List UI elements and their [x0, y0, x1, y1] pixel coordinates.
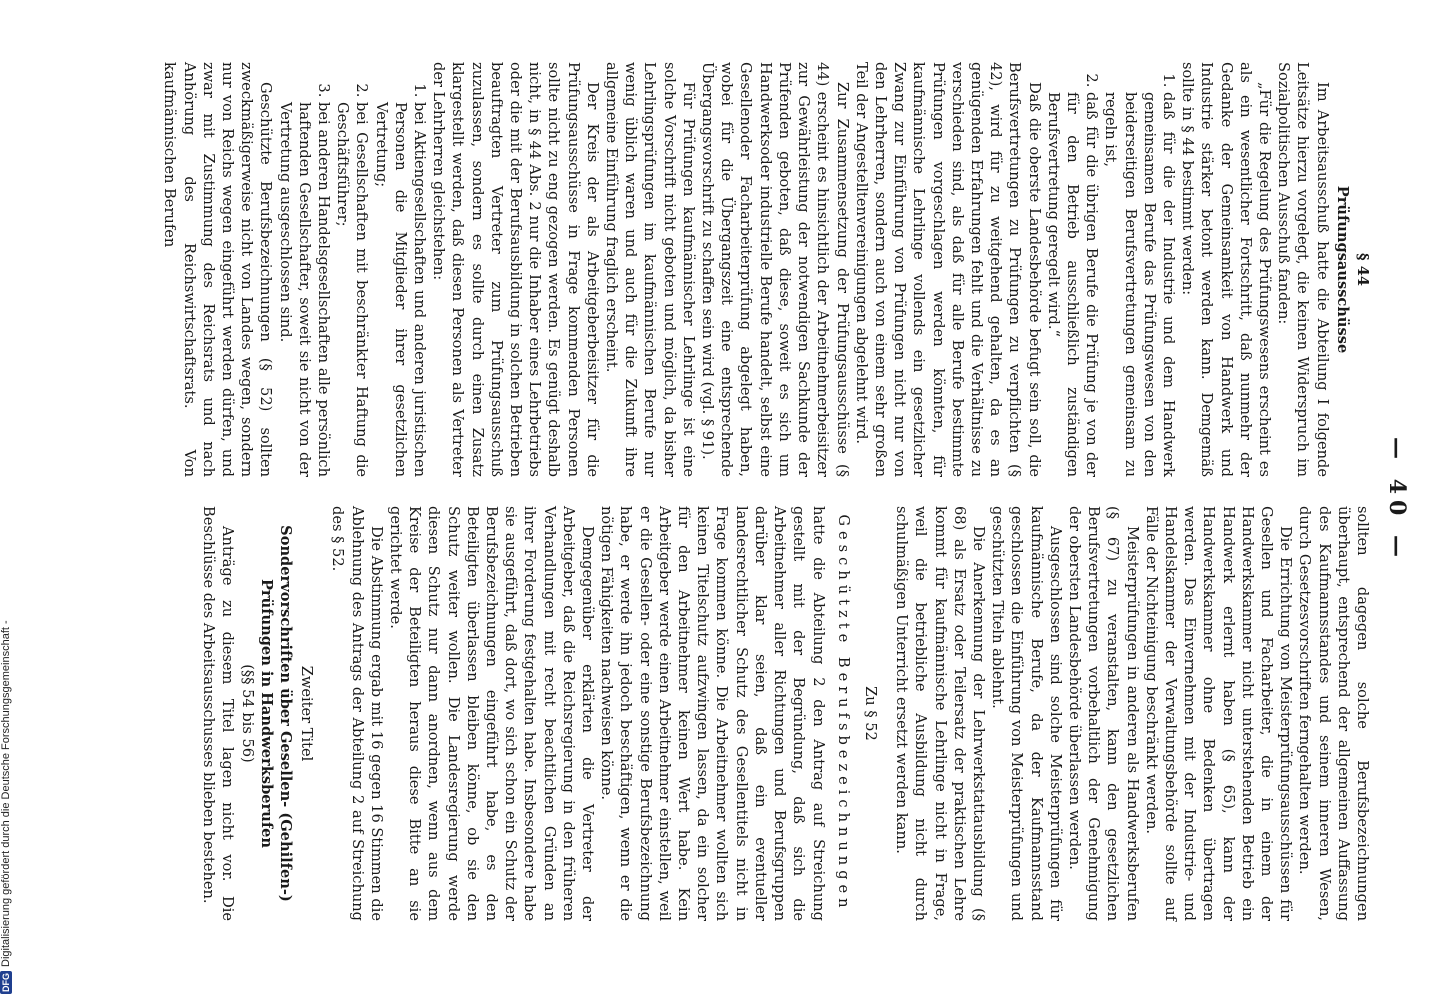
- paragraph: sollten dagegen solche Berufsbezeichnungen überhaupt, entsprechend der allgemeinen Auffassung des Kaufmannsstandes und seinem inneren Wesen, durch Gesetzesvorschriften ferngehalten werden.: [1296, 506, 1371, 921]
- list-item: 2. bei Gesellschaften mit beschränkter Haftung die Geschäftsführer;: [333, 102, 371, 477]
- credit-text: Digitalisierung gefördert durch die Deutsche Forschungsgemeinschaft -: [0, 620, 12, 967]
- quote-paragraph: „Für die Regelung des Prüfungswesens erscheint es als ein wesentlicher Fortschritt, daß nunmehr der Gedanke der Gemeinsamkeit von Handwerk und Industrie stärker betont werden kann. Demgemäß sollte in § 44 bestimmt werden:: [1179, 62, 1273, 477]
- paragraph: Die Errichtung von Meisterprüfungsausschüssen für Gesellen und Facharbeiter, die in einem der Handwerkskammer nicht unterstehenden Betrieb ein Handwerk erlernt haben (§ 65), kann der Handwerkskammer ohne Bedenken übertragen werden. Das Einvernehmen mit der Industrie- und Handelskammer der Verwaltungsbehörde sollte auf Fälle der Nichteinigung beschränkt werden.: [1142, 506, 1295, 921]
- subsection-heading: Zu § 52: [861, 686, 879, 741]
- list-item: 1. daß für die der Industrie und dem Handwerk gemeinsamen Berufe das Prüfungswesen von den beiderseitigen Berufsvertretungen gemeinsam zu regeln ist,: [1101, 92, 1178, 477]
- paragraph: Geschützte Berufsbezeichnungen (§ 52) sollten zweckmäßigerweise nicht von Landes wegen, sondern nur von Reichs wegen eingeführt werden dürfen, und zwar mit Zustimmung des Reichsrats und nach Anhörung des Reichswirtschaftsrats. Von kaufmännischen Berufen: [161, 62, 275, 477]
- section-heading: Prüfungsausschüsse: [1333, 185, 1351, 354]
- digitization-credit: [0, 620, 12, 1000]
- paragraph: Ausgeschlossen sind solche Meisterprüfungen für kaufmännische Berufe, da der Kaufmannsstand geschlossen die Einführung von Meisterprüfungen und geschützten Titeln ablehnt.: [989, 506, 1064, 921]
- paragraph: Für Prüfungen kaufmännischer Lehrlinge ist eine solche Vorschrift nicht geboten und möglich, da bisher Lehrlingsprüfungen im kaufmännischen Berufe nur wenig üblich waren und auch für die Zukunft ihre allgemeine Einführung fraglich erscheint.: [603, 62, 697, 477]
- title-number: Zweiter Titel: [298, 665, 316, 762]
- paragraph: Anträge zu diesem Titel lagen nicht vor. Die Beschlüsse des Arbeitsausschusses blieben bestehen.: [200, 506, 237, 921]
- paragraph: Im Arbeitsausschuß hatte die Abteilung I folgende Leitsätze hierzu vorgelegt, die keinen Widerspruch im Sozialpolitischen Ausschuß fanden:: [1275, 62, 1331, 477]
- numbered-list: [1044, 62, 1178, 477]
- list-item: 1. bei Aktiengesellschaften und anderen juristischen Personen die Mitglieder ihrer gesetzlichen Vertretung;: [371, 102, 429, 477]
- list-item: 3. bei anderen Handelsgesellschaften alle persönlich haftenden Gesellschafter, soweit sie nicht von der Vertretung ausgeschlossen sind.: [275, 102, 333, 477]
- paragraph: Zur Zusammensetzung der Prüfungsausschüsse (§ 44) erscheint es hinsichtlich der Arbeitnehmerbeisitzer zur Gewährleistung der notwendigen Sachkunde der Prüfenden geboten, daß diese, soweit es sich um Handwerksoder industrielle Berufe handelt, selbst eine Gesellenoder Facharbeiterprüfung abgelegt haben, wobei für die Übergangszeit eine entsprechende Übergangsvorschrift zu schaffen sein wird (vgl. § 91).: [699, 62, 851, 477]
- dfg-logo: DFG: [1, 973, 11, 992]
- list-item: 2. daß für die übrigen Berufe die Prüfung je von der für den Betrieb ausschließlich zuständigen Berufsvertretung geregelt wird.“: [1044, 92, 1102, 477]
- right-column: [199, 506, 1372, 921]
- paragraph: Der Kreis der als Arbeitgeberbeisitzer für die Prüfungsausschüsse in Frage kommenden Personen sollte nicht zu eng gezogen werden. Es genügt deshalb nicht, in § 44 Abs. 2 nur die Inhaber eines Lehrbetriebs oder die mit der Berufsausbildung in solchen Betrieben beauftragten Vertreter zum Prüfungsausschuß zuzulassen, sondern es sollte durch einen Zusatz klargestellt werden, daß diesen Personen als Vertreter der Lehrherren gleichstehen:: [430, 62, 601, 477]
- paragraph: Daß die oberste Landesbehörde befugt sein soll, die Berufsvertretungen zu Prüfungen zu verpflichten (§ 42), wird für zu weitgehend gehalten, da es an genügenden Erfahrungen fehlt und die Verhältnisse zu verschieden sind, als daß für alle Berufe bestimmte Prüfungen vorgeschlagen werden könnten, für kaufmännische Lehrlinge vollends ein gesetzlicher Zwang zur Einführung von Prüfungen nicht nur von den Lehrherren, sondern auch von einem sehr großen Teil der Angestelltenvereinigungen abgelehnt wird.: [852, 62, 1043, 477]
- paragraph: hatte die Abteilung 2 den Antrag auf Streichung gestellt mit der Begründung, daß sich die Arbeitnehmer aller Richtungen und Berufsgruppen darüber klar seien, daß ein eventueller landesrechtlicher Schutz des Gesellentitels nicht in Frage kommen könne. Die Arbeitnehmer wollten sich keinen Titelschutz aufzwingen lassen, da ein solcher für den Arbeitnehmer keinen Wert habe. Kein Arbeitgeber werde einen Arbeitnehmer einstellen, weil er die Gesellen- oder eine sonstige Berufsbezeichnung habe, er werde ihn jedoch beschäftigen, wenn er die nötigen Fähigkeiten nachweisen könne.: [598, 506, 827, 921]
- numbered-list: [275, 62, 429, 477]
- paragraph: Die Abstimmung ergab mit 16 gegen 16 Stimmen die Ablehnung des Antrags der Abteilung 2 auf Streichung des § 52.: [329, 506, 385, 921]
- section-number: § 44: [1354, 252, 1371, 287]
- title-heading: Sondervorschriften über Gesellen- (Gehilfen-) Prüfungen in Handwerksberufen: [257, 525, 295, 902]
- paragraph: Die Anerkennung der Lehrwerkstattausbildung (§ 68) als Ersatz oder Teilersatz der praktischen Lehre kommt für kaufmännische Lehrlinge nicht in Frage, weil die betriebliche Ausbildung nicht durch schulmäßigen Unterricht ersetzt werden kann.: [893, 506, 987, 921]
- subsection-title: Geschützte Berufsbezeichnungen: [834, 514, 852, 913]
- paragraph: Meisterprüfungen in anderen als Handwerksberufen (§ 67) zu veranstalten, kann den gesetzlichen Berufsvertretungen vorbehaltlich der Genehmigung der obersten Landesbehörde überlassen werden.: [1065, 506, 1141, 921]
- paragraph: Demgegenüber erklärten die Vertreter der Arbeitgeber, daß die Reichsregierung in den früheren Verhandlungen mit recht beachtlichen Gründen an ihrer Forderung festgehalten habe. Insbesondere habe sie ausgeführt, daß dort, wo sich schon ein Schutz der Berufsbezeichnungen eingeführt habe, es den Beteiligten überlassen bleiben könne, ob sie den Schutz weiter wollen. Die Landesregierung werde diesen Schutz nur dann anordnen, wenn aus dem Kreise der Beteiligten heraus diese Bitte an sie gerichtet werde.: [387, 506, 597, 921]
- left-column: [160, 62, 1372, 477]
- page-number: — 40 —: [1384, 437, 1410, 563]
- paragraph-range: (§§ 54 bis 56): [238, 664, 256, 763]
